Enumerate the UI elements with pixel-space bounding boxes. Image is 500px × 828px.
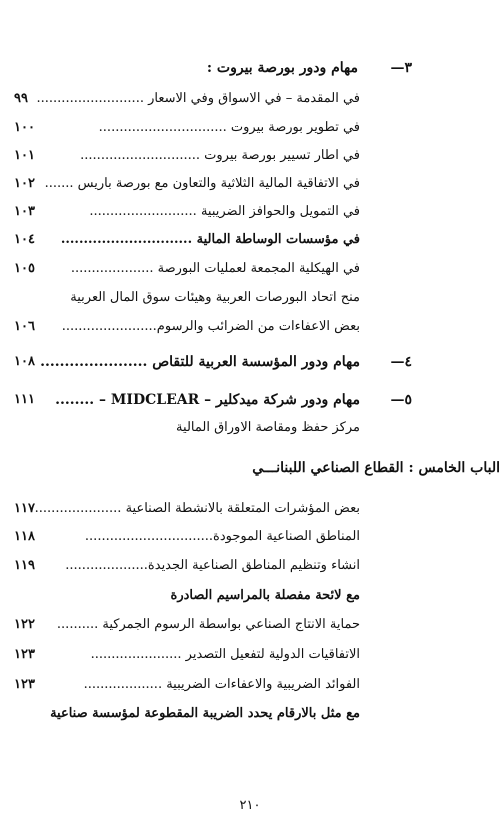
toc-text: منح اتحاد البورصات العربية وهيئات سوق المال العربية [70, 290, 360, 305]
section-4-number: ٤— [390, 354, 412, 370]
page-number: ٢١٠ [239, 798, 261, 813]
toc-entry [0, 229, 500, 251]
section-3-number: ٣— [390, 60, 412, 76]
toc-text: في اطار تسيير بورصة بيروت ............................. [80, 148, 360, 163]
toc-page: ١٢٣ [14, 677, 35, 692]
toc-entry [0, 555, 500, 577]
toc-page: ١٠١ [14, 148, 35, 163]
chapter-title: الباب الخامس : القطاع الصناعي اللبنانـــي [252, 460, 500, 476]
section-3-title: مهام ودور بورصة بيروت : [206, 60, 358, 76]
section-5-subtitle-row [0, 417, 500, 439]
toc-entry [0, 258, 500, 280]
toc-entry [0, 287, 500, 309]
toc-text: المناطق الصناعية الموجودة............................... [84, 529, 360, 544]
toc-page: ١٠٥ [14, 261, 35, 276]
toc-text: بعض الاعفاءات من الضرائب والرسوم....................... [61, 319, 360, 334]
section-5-title: مهام ودور شركة ميدكلير – MIDCLEAR – ........ [55, 392, 360, 408]
toc-text: حماية الانتاج الصناعي بواسطة الرسوم الجمركية .......... [56, 617, 360, 632]
toc-entry [0, 201, 500, 223]
toc-entry [0, 644, 500, 666]
toc-entry [0, 585, 500, 607]
toc-text: بعض المؤشرات المتعلقة بالانشطة الصناعية ..................... [34, 501, 360, 516]
toc-text: في تطوير بورصة بيروت ............................... [98, 120, 360, 135]
toc-text: في الهيكلية المجمعة لعمليات البورصة .................... [70, 261, 360, 276]
toc-entry [0, 526, 500, 548]
section-5-heading [0, 389, 500, 411]
toc-text: الفوائد الضريبية والاعفاءات الضريبية ................... [83, 677, 360, 692]
toc-page: ١٠٦ [14, 319, 35, 334]
section-5-subtitle: مركز حفظ ومقاصة الاوراق المالية [176, 420, 360, 435]
toc-text: الاتفاقيات الدولية لتفعيل التصدير ...................... [90, 647, 360, 662]
toc-text: مع لائحة مفصلة بالمراسيم الصادرة [170, 588, 360, 603]
section-4-heading [0, 351, 500, 373]
toc-entry [0, 173, 500, 195]
section-4-title: مهام ودور المؤسسة العربية للتقاص ...................... [40, 354, 360, 370]
toc-page: ١٠٨ [14, 354, 35, 369]
toc-page: ١٠٠ [14, 120, 35, 135]
toc-entry [0, 498, 500, 520]
toc-text: في التمويل والحوافز الضريبية .......................... [89, 204, 360, 219]
toc-entry [0, 614, 500, 636]
section-5-number: ٥— [390, 392, 412, 408]
toc-page: ١٢٢ [14, 617, 35, 632]
toc-entry [0, 674, 500, 696]
section-3-heading [0, 57, 500, 79]
toc-page: ١١٨ [14, 529, 35, 544]
toc-entry [0, 703, 500, 725]
toc-page: ١٠٤ [14, 232, 35, 247]
toc-entry [0, 117, 500, 139]
toc-page: ١٠٣ [14, 204, 35, 219]
toc-page: ١١١ [14, 392, 35, 407]
toc-page: ١١٧ [14, 501, 35, 516]
toc-entry [0, 145, 500, 167]
chapter-heading [0, 457, 500, 479]
toc-entry [0, 316, 500, 338]
toc-text: في مؤسسات الوساطة المالية ............................. [60, 232, 360, 247]
toc-text: في الاتفاقية المالية الثلاثية والتعاون مع بورصة باريس ....... [44, 176, 360, 191]
toc-text: مع مثل بالارقام يحدد الضريبة المقطوعة لمؤسسة صناعية [50, 706, 360, 721]
toc-page: ٩٩ [14, 91, 28, 106]
toc-text: في المقدمة – في الاسواق وفي الاسعار .......................... [36, 91, 360, 106]
toc-page: ١١٩ [14, 558, 35, 573]
toc-entry [0, 88, 500, 110]
toc-page: ١٠٢ [14, 176, 35, 191]
toc-text: انشاء وتنظيم المناطق الصناعية الجديدة.................... [65, 558, 360, 573]
toc-page: ١٢٣ [14, 647, 35, 662]
